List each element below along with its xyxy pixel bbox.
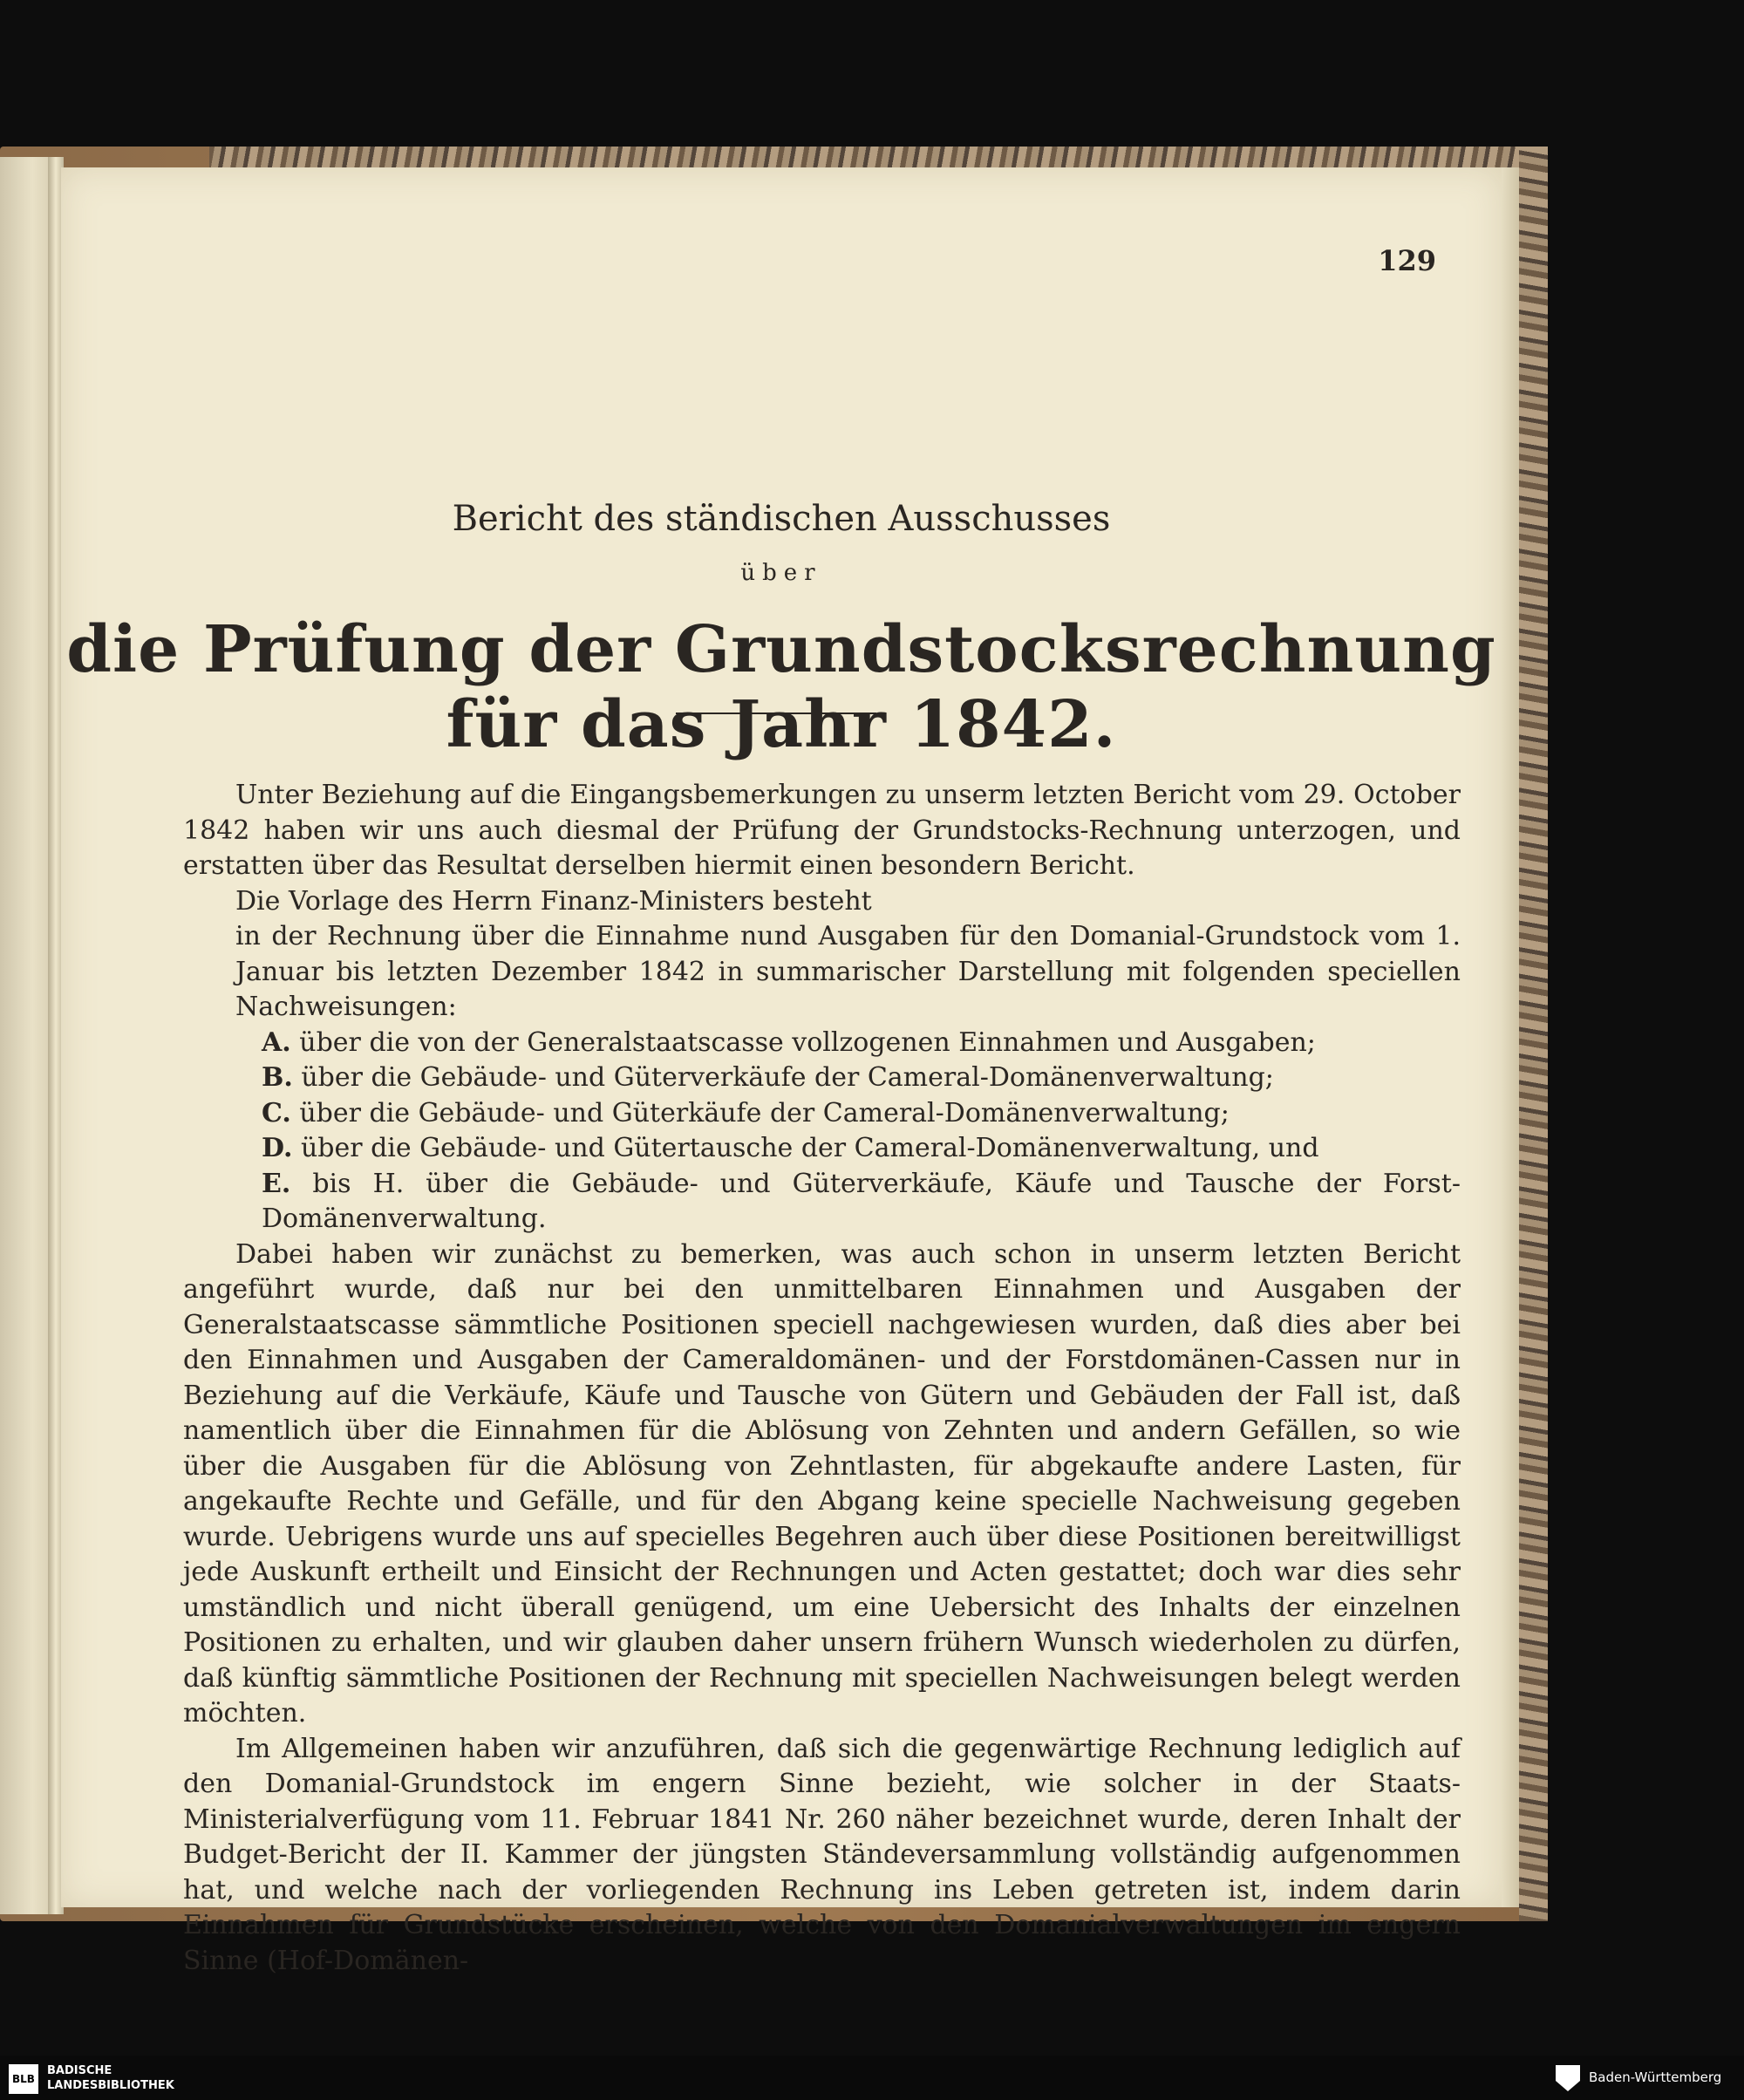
- list-item-text: bis H. über die Gebäude- und Güterverkäufe, Käufe und Tausche der Forst-Domänenverwaltung.: [262, 1168, 1461, 1234]
- paragraph-dabei: Dabei haben wir zunächst zu bemerken, was auch schon in unserm letzten Bericht angeführt wurde, daß nur bei den unmittelbaren Einnahmen und Ausgaben der Generalstaatscasse sämmtliche Positionen speciell nachgewiesen wurden, daß dies aber bei den Einnahmen und Ausgaben der Cameraldomänen- und der Forstdomänen-Cassen nur in Beziehung auf die Verkäufe, Käufe und Tausche von Gütern und Gebäuden der Fall ist, daß namentlich über die Einnahmen für die Ablösung von Zehnten und andern Gefällen, so wie über die Ausgaben für die Ablösung von Zehntlasten, für abgekaufte andere Lasten, für angekaufte Rechte und Gefälle, und für den Abgang keine specielle Nachweisung gegeben wurde. Uebrigens wurde uns auf specielles Begehren auch über diese Positionen bereitwilligst jede Auskunft ertheilt und Einsicht der Rechnungen und Acten gestattet; doch war dies sehr umständlich und nicht überall genügend, um eine Uebersicht des Inhalts der einzelnen Positionen zu erhalten, und wir glauben daher unsern frühern Wunsch wiederholen zu dürfen, daß künftig sämmtliche Positionen der Rechnung mit speciellen Nachweisungen belegt werden möchten.: [183, 1238, 1461, 1728]
- list-item: [183, 1131, 1461, 1167]
- marbled-edge-right: [1519, 147, 1548, 1921]
- baden-wuerttemberg-crest-icon: [1556, 2065, 1580, 2091]
- list-item-text: über die Gebäude- und Güterkäufe der Cameral-Domänenverwaltung;: [299, 1097, 1230, 1128]
- report-body: [183, 778, 1461, 1979]
- report-title: die Prüfung der Grundstocksrechnung für das Jahr 1842.: [66, 612, 1496, 762]
- list-item-letter: A.: [262, 1026, 291, 1058]
- list-item-letter: D.: [262, 1133, 293, 1163]
- list-item-text: über die von der Generalstaatscasse vollzogenen Einnahmen und Ausgaben;: [299, 1026, 1316, 1058]
- list-item-letter: B.: [262, 1062, 293, 1093]
- state-name: Baden-Württemberg: [1589, 2069, 1722, 2085]
- paragraph-intro: Unter Beziehung auf die Eingangsbemerkungen zu unserm letzten Bericht vom 29. October 1842 haben wir uns auch diesmal der Prüfung der Grundstocks-Rechnung unterzogen, und erstatten über das Resultat derselben hiermit einen besondern Bericht.: [183, 780, 1461, 881]
- library-name: [47, 2063, 174, 2093]
- list-item-letter: C.: [262, 1097, 291, 1128]
- document-page: [61, 167, 1502, 1976]
- list-item-text: über die Gebäude- und Gütertausche der Cameral-Domänenverwaltung, und: [300, 1133, 1319, 1163]
- page-stack-edge: [1500, 167, 1519, 1907]
- list-item-letter: E.: [262, 1168, 291, 1199]
- library-name-line1: BADISCHE: [47, 2064, 112, 2077]
- left-page-edge: [0, 157, 54, 1914]
- page-number: 129: [1378, 244, 1436, 277]
- paragraph-vorlage: Die Vorlage des Herrn Finanz-Ministers besteht: [235, 885, 872, 917]
- list-item: [183, 1060, 1461, 1096]
- paragraph-rechnung: in der Rechnung über die Einnahme nund Ausgaben für den Domanial-Grundstock vom 1. Januar bis letzten Dezember 1842 in summarischer Darstellung mit folgenden speciellen Nachweisungen:: [235, 921, 1461, 1022]
- paragraph-allgemeinen: Im Allgemeinen haben wir anzuführen, daß sich die gegenwärtige Rechnung lediglich auf den Domanial-Grundstock im engern Sinne bezieht, wie solcher in der Staats-Ministerialverfügung vom 11. Februar 1841 Nr. 260 näher bezeichnet wurde, deren Inhalt der Budget-Bericht der II. Kammer der jüngsten Ständeversammlung vollständig aufgenommen hat, und welche nach der vorliegenden Rechnung ins Leben getreten ist, indem darin Einnahmen für Grundstücke erscheinen, welche von den Domanialverwaltungen im engern Sinne (Hof-Domänen-: [183, 1733, 1461, 1976]
- list-item-text: über die Gebäude- und Güterverkäufe der Cameral-Domänenverwaltung;: [301, 1062, 1274, 1093]
- title-divider: [676, 712, 876, 714]
- list-item: [183, 1096, 1461, 1132]
- library-name-line2: LANDESBIBLIOTHEK: [47, 2079, 174, 2092]
- list-item: [183, 1026, 1461, 1061]
- report-subheading: über: [740, 560, 822, 586]
- list-item: [183, 1167, 1461, 1238]
- blb-logo: BLB: [9, 2064, 38, 2094]
- footer-bar: [0, 2056, 1744, 2100]
- report-heading: Bericht des ständischen Ausschusses: [452, 499, 1111, 539]
